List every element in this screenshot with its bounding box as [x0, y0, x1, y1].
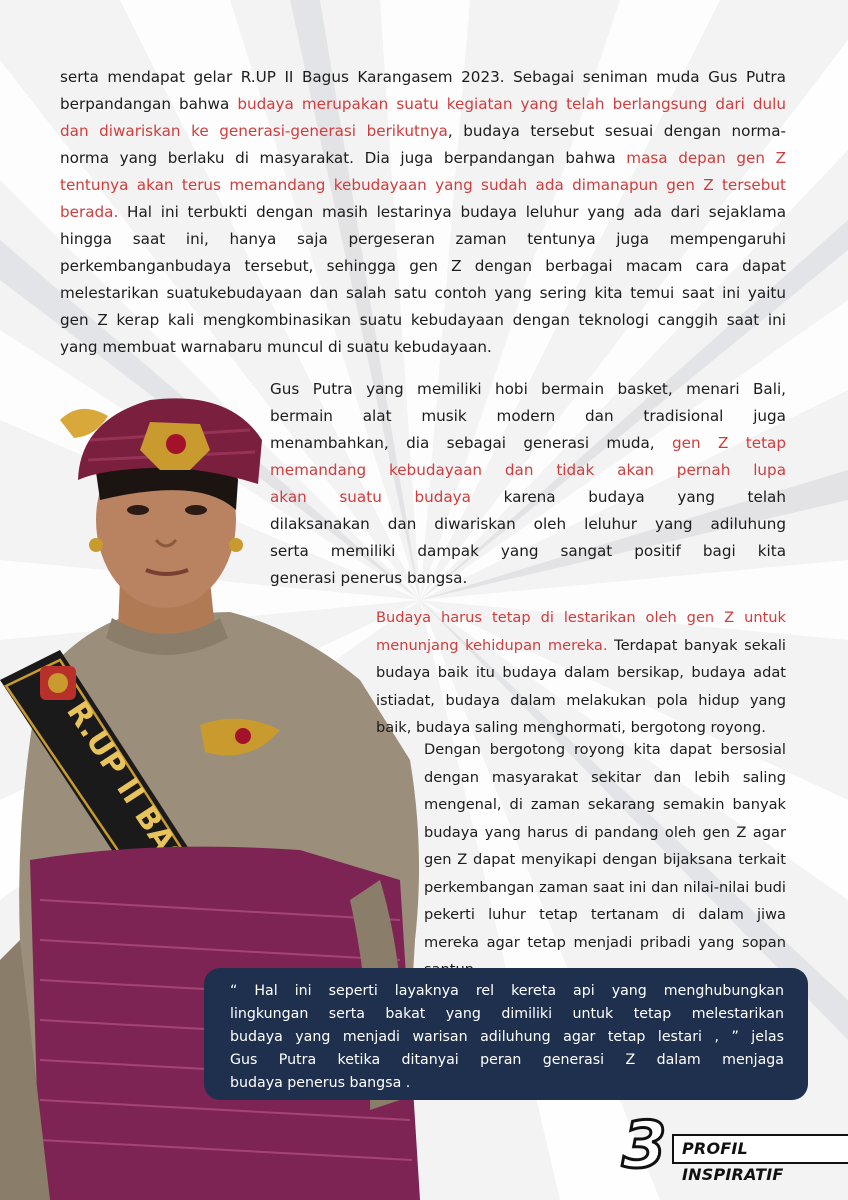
- text-segment: dilaksanakan dan diwariskan oleh leluhur yang adiluhung: [270, 515, 786, 533]
- text-segment: berpandangan bahwa: [60, 95, 238, 113]
- footer-badge: [622, 1109, 848, 1184]
- paragraph-4: [424, 736, 786, 984]
- text-line: [270, 565, 786, 592]
- text-segment: budaya baik itu budaya dalam bersikap, budaya adat: [376, 664, 786, 681]
- text-segment: dengan masyarakat sekitar dan lebih saling: [424, 768, 786, 786]
- highlighted-text: masa depan gen Z: [626, 149, 786, 167]
- paragraph-2: [270, 376, 786, 592]
- text-line: [270, 457, 786, 484]
- paragraph-1: [60, 64, 786, 361]
- text-segment: budaya yang harus di pandang oleh gen Z agar: [424, 823, 786, 841]
- text-line: [270, 511, 786, 538]
- text-segment: mereka agar tetap menjadi pribadi yang sopan: [424, 933, 786, 951]
- text-segment: perkembanganbudaya tersebut, sehingga gen Z dengan berbagai macam cara dapat: [60, 257, 786, 275]
- highlighted-text: Budaya harus tetap di lestarikan oleh gen Z untuk: [376, 609, 786, 626]
- text-line: [424, 736, 786, 764]
- text-segment: serta memiliki dampak yang sangat positif bagi kita: [270, 542, 786, 560]
- text-segment: baik, budaya saling menghormati, bergotong royong.: [376, 719, 766, 736]
- text-line: [270, 376, 786, 403]
- text-segment: Hal ini terbukti dengan masih lestarinya budaya leluhur yang ada dari sejaklama: [118, 203, 786, 221]
- text-line: [424, 846, 786, 874]
- text-segment: serta mendapat gelar R.UP II Bagus Karangasem 2023. Sebagai seniman muda Gus Putra: [60, 68, 786, 86]
- text-segment: Terdapat banyak sekali: [607, 636, 786, 654]
- quote-line: Gus Putra ketika ditanyai peran generasi Z dalam menjaga: [230, 1052, 784, 1068]
- text-line: [424, 791, 786, 819]
- text-line: [424, 764, 786, 792]
- text-line: [424, 901, 786, 929]
- text-segment: Dengan bergotong royong kita dapat bersosial: [424, 741, 786, 758]
- highlighted-text: menunjang kehidupan mereka.: [376, 636, 608, 654]
- text-segment: pekerti luhur tetap tertanam di dalam jiwa: [424, 906, 786, 923]
- highlighted-text: gen Z tetap: [672, 434, 786, 452]
- text-segment: perkembangan zaman saat ini dan nilai-nilai budi: [424, 878, 786, 896]
- text-line: [60, 253, 786, 280]
- text-line: [60, 172, 786, 199]
- text-line: [60, 334, 786, 361]
- text-line: [270, 484, 786, 511]
- text-segment: norma yang berlaku di masyarakat. Dia juga berpandangan bahwa: [60, 149, 627, 167]
- paragraph-3: [376, 604, 786, 742]
- text-line: [376, 687, 786, 715]
- text-line: [270, 430, 786, 457]
- text-line: [60, 307, 786, 334]
- text-segment: generasi penerus bangsa.: [270, 569, 468, 587]
- quote-line: budaya penerus bangsa .: [230, 1075, 411, 1091]
- text-line: [60, 118, 786, 145]
- quote-box: [204, 968, 808, 1100]
- quote-line: “ Hal ini seperti layaknya rel kereta api yang menghubungkan: [230, 983, 784, 999]
- text-segment: karena budaya yang telah: [470, 488, 786, 506]
- section-label: PROFIL INSPIRATIF: [672, 1134, 848, 1164]
- text-line: [376, 604, 786, 632]
- text-line: [60, 91, 786, 118]
- highlighted-text: memandang kebudayaan dan tidak akan pernah lupa: [270, 461, 786, 479]
- text-segment: yang membuat warnabaru muncul di suatu kebudayaan.: [60, 338, 492, 356]
- quote-line: budaya yang menjadi warisan adiluhung agar tetap lestari , ” jelas: [230, 1029, 784, 1045]
- text-line: [270, 403, 786, 430]
- text-line: [424, 819, 786, 847]
- highlighted-text: akan suatu budaya: [270, 488, 471, 506]
- text-line: [424, 929, 786, 957]
- text-line: [60, 280, 786, 307]
- text-line: [376, 659, 786, 687]
- text-line: [270, 538, 786, 565]
- text-line: [60, 64, 786, 91]
- highlighted-text: berada.: [60, 203, 119, 221]
- text-segment: gen Z kerap kali mengkombinasikan suatu kebudayaan dengan teknologi canggih saat ini: [60, 311, 786, 329]
- text-line: [60, 145, 786, 172]
- text-segment: bermain alat musik modern dan tradisional juga: [270, 407, 786, 425]
- page-number: 3: [622, 1109, 667, 1183]
- text-segment: hingga saat ini, hanya saja pergeseran zaman tentunya juga mempengaruhi: [60, 230, 786, 248]
- text-segment: gen Z dapat menyikapi dengan bijaksana terkait: [424, 851, 786, 868]
- text-segment: mengenal, di zaman sekarang semakin banyak: [424, 796, 786, 813]
- text-segment: menambahkan, dia sebagai generasi muda,: [270, 434, 673, 452]
- highlighted-text: budaya merupakan suatu kegiatan yang telah berlangsung dari dulu: [237, 95, 786, 113]
- text-line: [60, 226, 786, 253]
- text-segment: Gus Putra yang memiliki hobi bermain basket, menari Bali,: [270, 380, 786, 398]
- text-segment: istiadat, budaya dalam melakukan pola hidup yang: [376, 691, 786, 709]
- highlighted-text: dan diwariskan ke generasi-generasi berikutnya: [60, 122, 448, 140]
- text-segment: melestarikan suatukebudayaan dan salah satu contoh yang sering kita temui saat ini yaitu: [60, 284, 786, 302]
- highlighted-text: tentunya akan terus memandang kebudayaan yang sudah ada dimanapun gen Z tersebut: [60, 176, 786, 194]
- text-line: [424, 874, 786, 902]
- quote-line: lingkungan serta bakat yang dimiliki untuk tetap melestarikan: [230, 1006, 784, 1022]
- text-line: [60, 199, 786, 226]
- text-segment: , budaya tersebut sesuai dengan norma-: [447, 122, 787, 140]
- text-line: [376, 632, 786, 660]
